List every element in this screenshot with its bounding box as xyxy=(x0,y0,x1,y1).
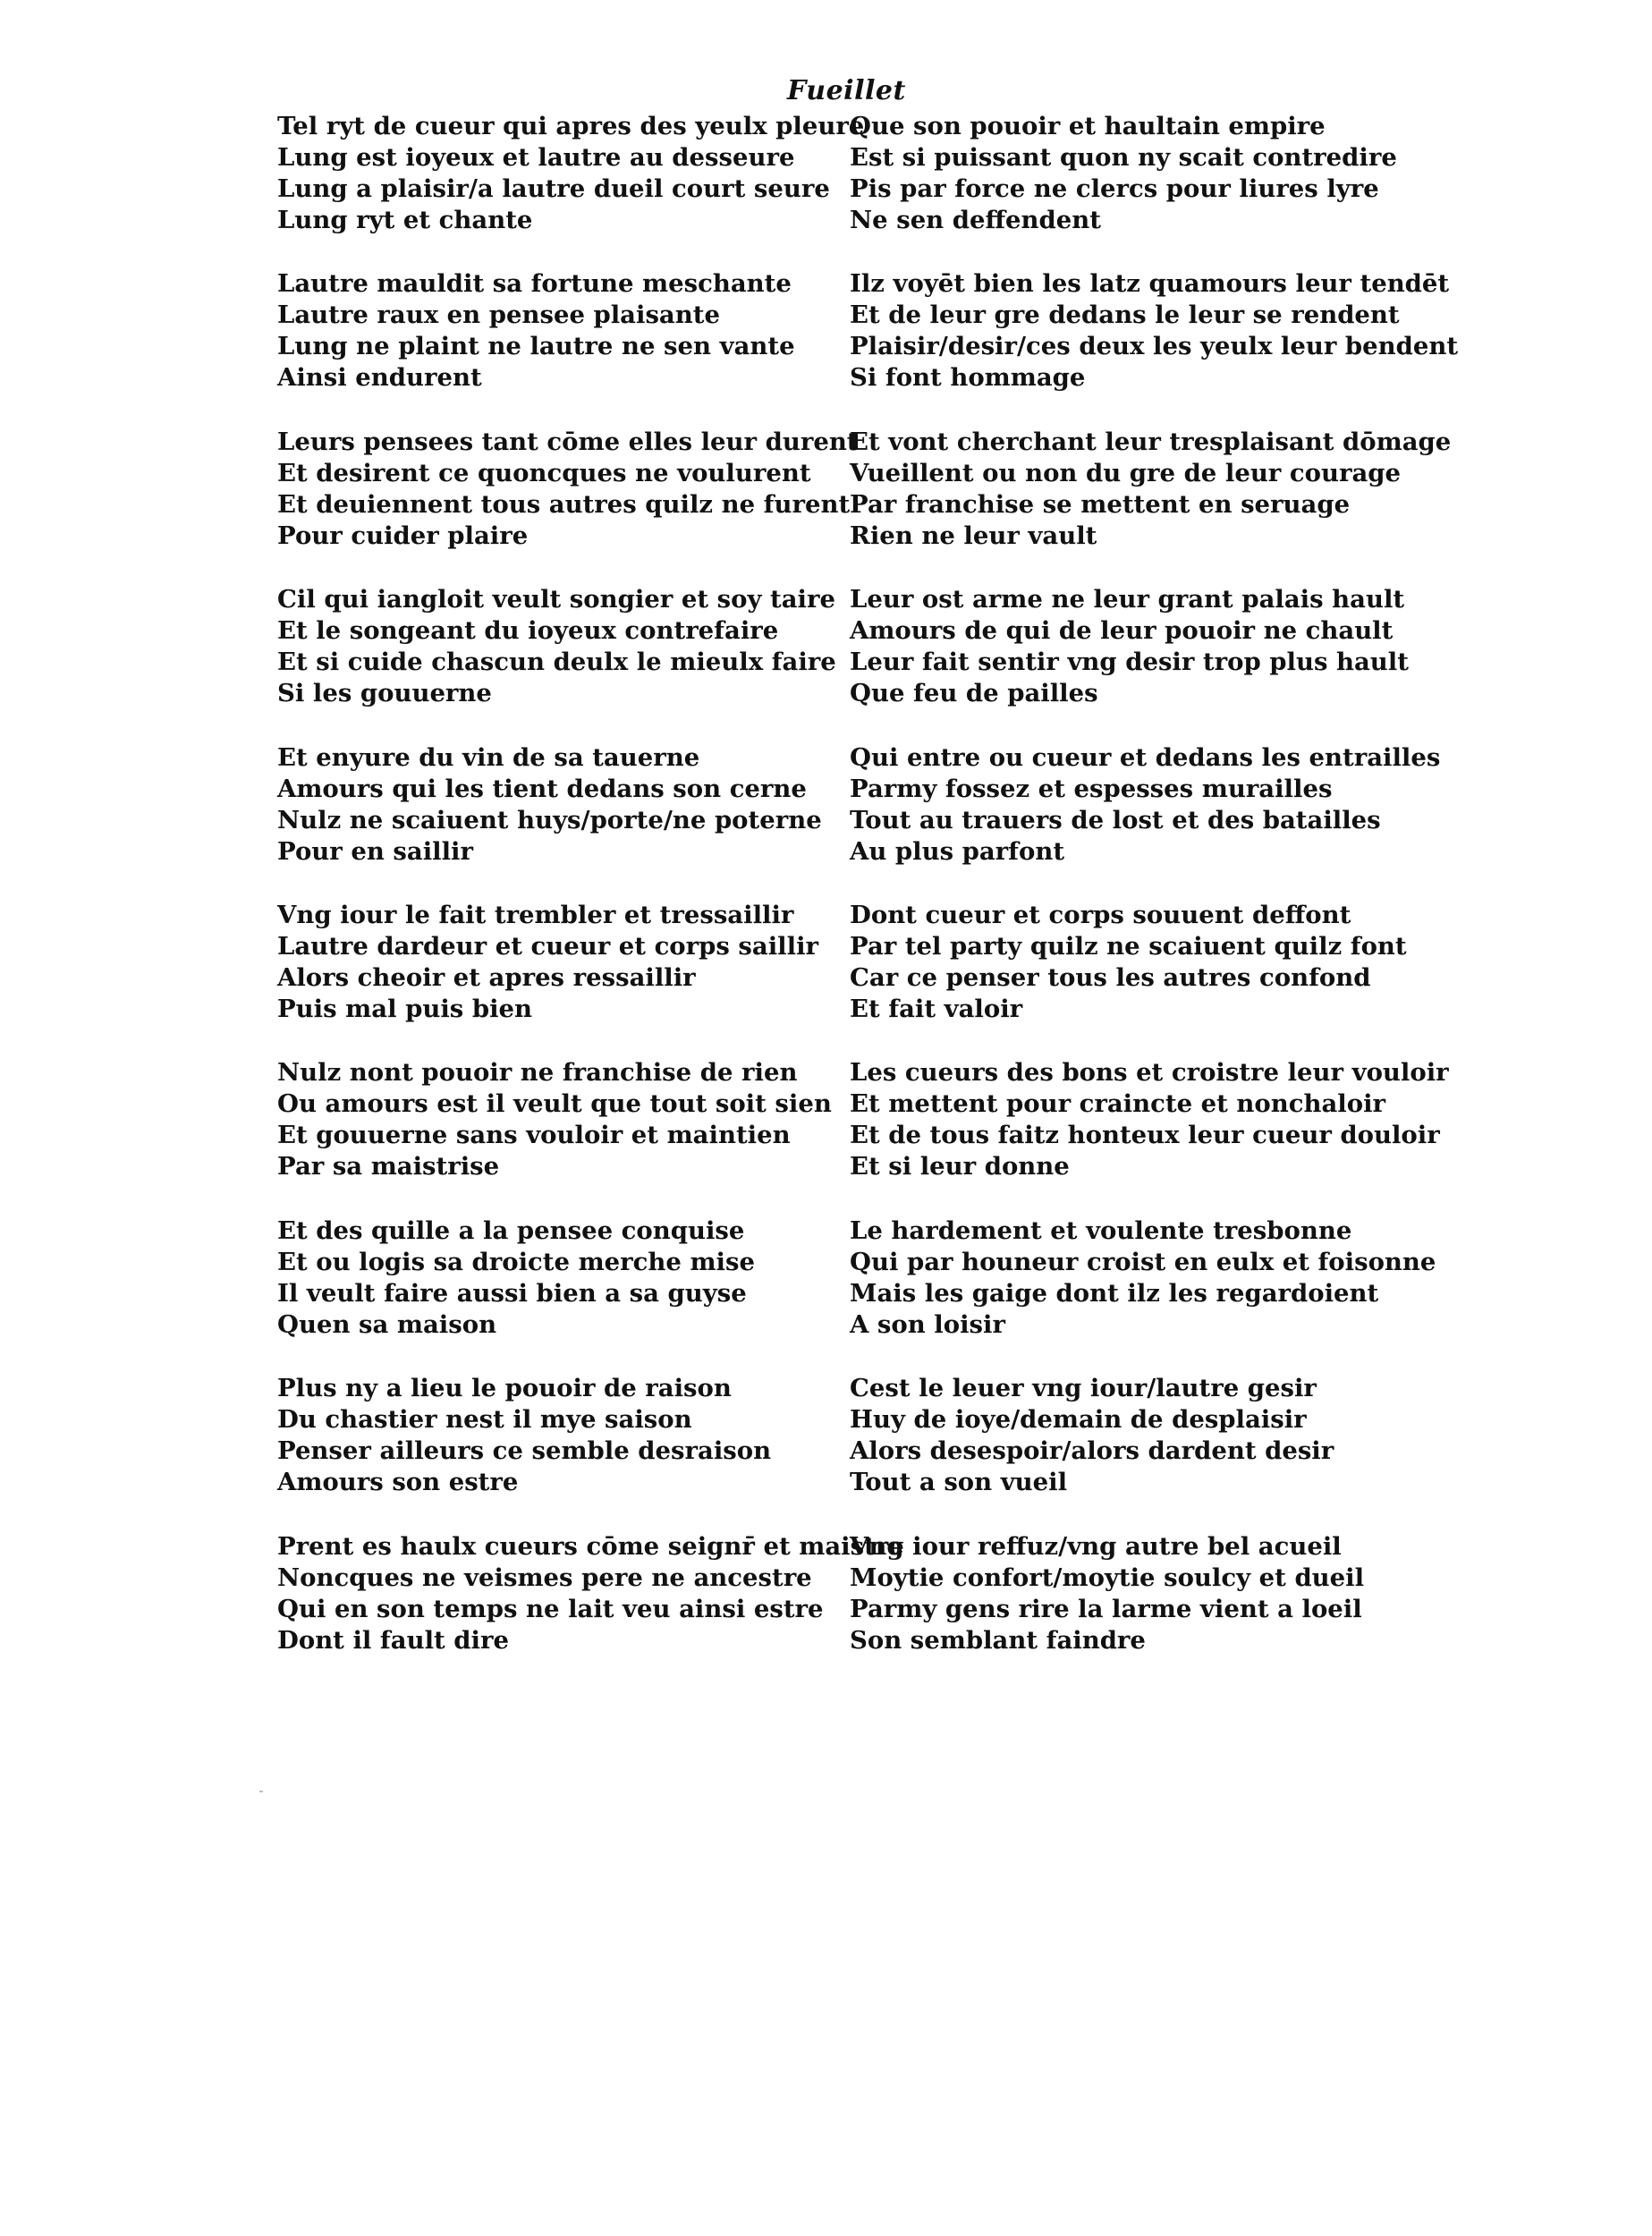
verse-line: Cest le leuer vng iour/lautre gesir xyxy=(850,1374,1317,1403)
verse-line: Et de tous faitz honteux leur cueur douloir xyxy=(850,1121,1440,1150)
verse-line: Prent es haulx cueurs cōme seignr̄ et maistre xyxy=(277,1531,904,1561)
verse-line: Les cueurs des bons et croistre leur vouloir xyxy=(850,1058,1449,1088)
verse-line: Par franchise se mettent en seruage xyxy=(850,489,1351,519)
stanza xyxy=(277,111,865,236)
verse-line: Tout au trauers de lost et des batailles xyxy=(850,805,1381,834)
scan-speck xyxy=(259,1791,263,1792)
verse-line: Noncques ne veismes pere ne ancestre xyxy=(277,1563,812,1592)
verse-line: Amours de qui de leur pouoir ne chault xyxy=(850,616,1394,646)
verse-line: Rien ne leur vault xyxy=(850,521,1097,550)
verse-line: Au plus parfont xyxy=(850,836,1065,866)
verse-line: Leur fait sentir vng desir trop plus hault xyxy=(850,648,1409,677)
stanza xyxy=(850,900,1407,1025)
verse-line: Que feu de pailles xyxy=(850,679,1098,708)
verse-line: Dont cueur et corps souuent deffont xyxy=(850,900,1351,929)
stanza xyxy=(277,1373,832,1498)
verse-line: Si font hommage xyxy=(850,363,1086,393)
stanza xyxy=(277,268,832,394)
verse-line: Mais les gaige dont ilz les regardoient xyxy=(850,1278,1379,1308)
verse-line: Moytie confort/moytie soulcy et dueil xyxy=(850,1563,1365,1592)
verse-line: Ne sen deffendent xyxy=(850,206,1101,234)
verse-line: Et gouuerne sans vouloir et maintien xyxy=(277,1121,791,1150)
verse-line: Dont il fault dire xyxy=(277,1625,509,1655)
verse-line: Par tel party quilz ne scaiuent quilz font xyxy=(850,931,1407,961)
verse-line: Et ou logis sa droicte merche mise xyxy=(277,1247,755,1276)
verse-line: Qui entre ou cueur et dedans les entrailles xyxy=(850,742,1441,772)
verse-line: Ou amours est il veult que tout soit sien xyxy=(277,1089,832,1119)
verse-line: Cil qui iangloit veult songier et soy taire xyxy=(277,585,835,614)
stanza xyxy=(277,584,836,709)
verse-line: Tout a son vueil xyxy=(850,1468,1068,1497)
verse-line: Et si leur donne xyxy=(850,1152,1070,1182)
verse-line: Alors desespoir/alors dardent desir xyxy=(850,1436,1334,1466)
verse-line: Et de leur gre dedans le leur se rendent xyxy=(850,301,1400,330)
verse-line: Vueillent ou non du gre de leur courage xyxy=(850,458,1401,487)
verse-line: Qui en son temps ne lait veu ainsi estre xyxy=(277,1594,824,1623)
verse-line: Son semblant faindre xyxy=(850,1625,1146,1655)
verse-line: Tel ryt de cueur qui apres des yeulx pleure xyxy=(277,112,865,140)
verse-line: Et desirent ce quoncques ne voulurent xyxy=(277,458,811,487)
verse-line: Et le songeant du ioyeux contrefaire xyxy=(277,616,779,646)
stanza xyxy=(277,1057,832,1182)
verse-line: Lung ne plaint ne lautre ne sen vante xyxy=(277,332,795,361)
right-column xyxy=(850,111,1459,1689)
verse-line: Lung est ioyeux et lautre au desseure xyxy=(277,143,795,172)
verse-line: Pour cuider plaire xyxy=(277,521,529,550)
stanza xyxy=(850,1057,1449,1182)
verse-line: Leur ost arme ne leur grant palais hault xyxy=(850,585,1405,614)
stanza xyxy=(850,111,1404,236)
verse-line: Et vont cherchant leur tresplaisant dōmage xyxy=(850,427,1452,456)
verse-line: Penser ailleurs ce semble desraison xyxy=(277,1436,772,1466)
verse-line: Parmy gens rire la larme vient a loeil xyxy=(850,1594,1362,1623)
verse-line: Il veult faire aussi bien a sa guyse xyxy=(277,1278,747,1308)
verse-line: Car ce penser tous les autres confond xyxy=(850,962,1371,992)
verse-line: Leurs pensees tant cōme elles leur durent xyxy=(277,427,859,456)
verse-line: Du chastier nest il mye saison xyxy=(277,1405,692,1435)
verse-line: Le hardement et voulente tresbonne xyxy=(850,1215,1352,1245)
stanza xyxy=(277,1215,832,1341)
verse-line: A son loisir xyxy=(850,1309,1005,1339)
verse-line: Lautre raux en pensee plaisante xyxy=(277,301,720,330)
verse-line: Pour en saillir xyxy=(277,836,473,866)
verse-line: Alors cheoir et apres ressaillir xyxy=(277,962,696,992)
verse-line: Si les gouuerne xyxy=(277,679,492,708)
verse-line: Qui par houneur croist en eulx et foisonne xyxy=(850,1247,1436,1276)
stanza xyxy=(850,1373,1404,1498)
verse-line: Par sa maistrise xyxy=(277,1152,500,1182)
stanza xyxy=(850,1215,1436,1341)
verse-line: Nulz ne scaiuent huys/porte/ne poterne xyxy=(277,805,822,834)
verse-line: Plus ny a lieu le pouoir de raison xyxy=(277,1374,732,1403)
verse-line: Ainsi endurent xyxy=(277,363,482,393)
verse-line: Lautre dardeur et cueur et corps saillir xyxy=(277,931,818,961)
verse-line: Et si cuide chascun deulx le mieulx faire xyxy=(277,648,836,677)
verse-line: Lung ryt et chante xyxy=(277,206,533,234)
verse-line: Amours qui les tient dedans son cerne xyxy=(277,774,807,803)
stanza xyxy=(277,742,832,868)
verse-line: Et mettent pour craincte et nonchaloir xyxy=(850,1089,1386,1119)
verse-line: Vng iour reffuz/vng autre bel acueil xyxy=(850,1531,1342,1561)
verse-line: Huy de ioye/demain de desplaisir xyxy=(850,1405,1307,1435)
folio-header: Fueillet xyxy=(787,75,906,106)
verse-line: Plaisir/desir/ces deux les yeulx leur bendent xyxy=(850,332,1459,361)
stanza xyxy=(850,1531,1404,1656)
verse-line: Parmy fossez et espesses murailles xyxy=(850,774,1333,803)
verse-line: Pis par force ne clercs pour liures lyre xyxy=(850,174,1379,203)
verse-line: Nulz nont pouoir ne franchise de rien xyxy=(277,1058,798,1088)
left-column xyxy=(277,111,904,1689)
verse-line: Lautre mauldit sa fortune meschante xyxy=(277,269,792,299)
stanza xyxy=(850,584,1409,709)
verse-line: Lung a plaisir/a lautre dueil court seure xyxy=(277,174,830,203)
stanza xyxy=(850,268,1459,394)
verse-line: Et fait valoir xyxy=(850,994,1023,1023)
verse-line: Quen sa maison xyxy=(277,1309,497,1339)
verse-line: Amours son estre xyxy=(277,1468,519,1497)
verse-line: Et deuiennent tous autres quilz ne furent xyxy=(277,489,851,519)
stanza xyxy=(850,742,1441,868)
stanza xyxy=(277,1531,904,1656)
verse-line: Puis mal puis bien xyxy=(277,994,533,1023)
stanza xyxy=(277,427,859,552)
verse-line: Vng iour le fait trembler et tressaillir xyxy=(277,900,794,929)
verse-line: Que son pouoir et haultain empire xyxy=(850,112,1326,140)
stanza xyxy=(850,427,1452,552)
verse-line: Ilz voyēt bien les latz quamours leur tendēt xyxy=(850,269,1450,299)
verse-line: Est si puissant quon ny scait contredire xyxy=(850,143,1397,172)
verse-line: Et enyure du vin de sa tauerne xyxy=(277,742,700,772)
stanza xyxy=(277,900,832,1025)
verse-line: Et des quille a la pensee conquise xyxy=(277,1215,745,1245)
